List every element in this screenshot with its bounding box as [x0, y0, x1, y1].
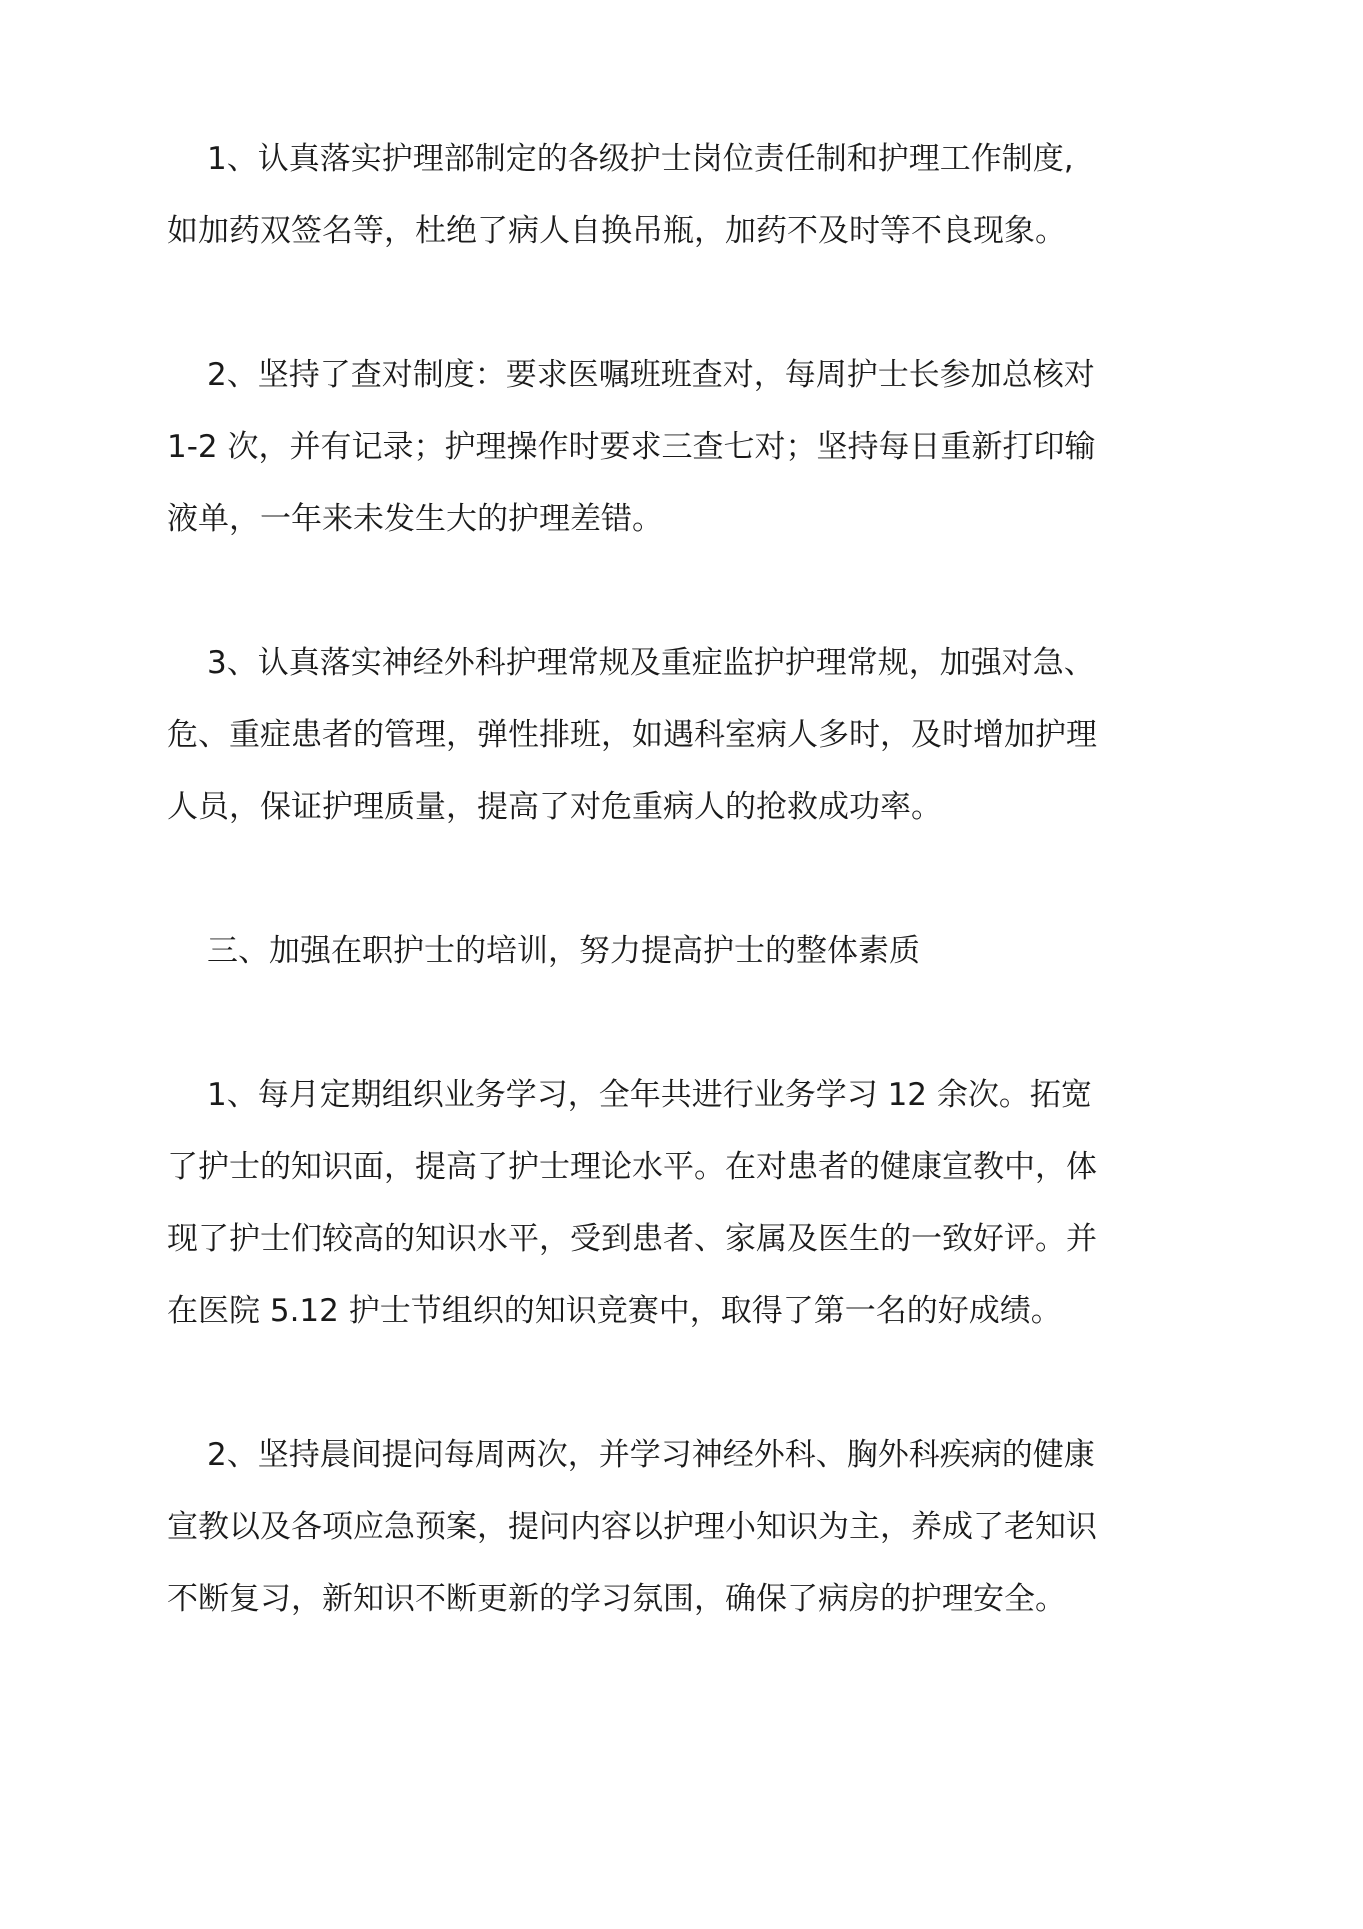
paragraph-2	[167, 339, 1195, 555]
paragraph-line: 不断复习，新知识不断更新的学习氛围，确保了病房的护理安全。	[167, 1581, 1066, 1617]
section-heading	[207, 915, 1195, 987]
paragraph-4	[167, 1059, 1195, 1347]
section-heading-text: 三、加强在职护士的培训，努力提高护士的整体素质	[207, 933, 920, 969]
paragraph-line: 现了护士们较高的知识水平，受到患者、家属及医生的一致好评。并	[167, 1221, 1097, 1257]
paragraph-line: 液单，一年来未发生大的护理差错。	[167, 501, 663, 537]
paragraph-line: 宣教以及各项应急预案，提问内容以护理小知识为主，养成了老知识	[167, 1509, 1097, 1545]
paragraph-line: 2、坚持了查对制度：要求医嘱班班查对，每周护士长参加总核对	[207, 357, 1095, 393]
paragraph-3	[167, 627, 1195, 843]
paragraph-line: 2、坚持晨间提问每周两次，并学习神经外科、胸外科疾病的健康	[207, 1437, 1095, 1473]
paragraph-line: 1-2 次，并有记录；护理操作时要求三查七对；坚持每日重新打印输	[167, 429, 1096, 465]
paragraph-line: 如加药双签名等，杜绝了病人自换吊瓶，加药不及时等不良现象。	[167, 213, 1066, 249]
paragraph-line: 3、认真落实神经外科护理常规及重症监护护理常规，加强对急、	[207, 645, 1095, 681]
paragraph-5	[167, 1419, 1195, 1635]
paragraph-line: 1、每月定期组织业务学习，全年共进行业务学习 12 余次。拓宽	[207, 1077, 1092, 1113]
paragraph-line: 在医院 5.12 护士节组织的知识竞赛中，取得了第一名的好成绩。	[167, 1293, 1062, 1329]
paragraph-line: 了护士的知识面，提高了护士理论水平。在对患者的健康宣教中，体	[167, 1149, 1097, 1185]
paragraph-line: 人员，保证护理质量，提高了对危重病人的抢救成功率。	[167, 789, 942, 825]
paragraph-line: 危、重症患者的管理，弹性排班，如遇科室病人多时，及时增加护理	[167, 717, 1097, 753]
paragraph-line: 1、认真落实护理部制定的各级护士岗位责任制和护理工作制度,	[207, 141, 1074, 177]
paragraph-1	[167, 123, 1195, 267]
